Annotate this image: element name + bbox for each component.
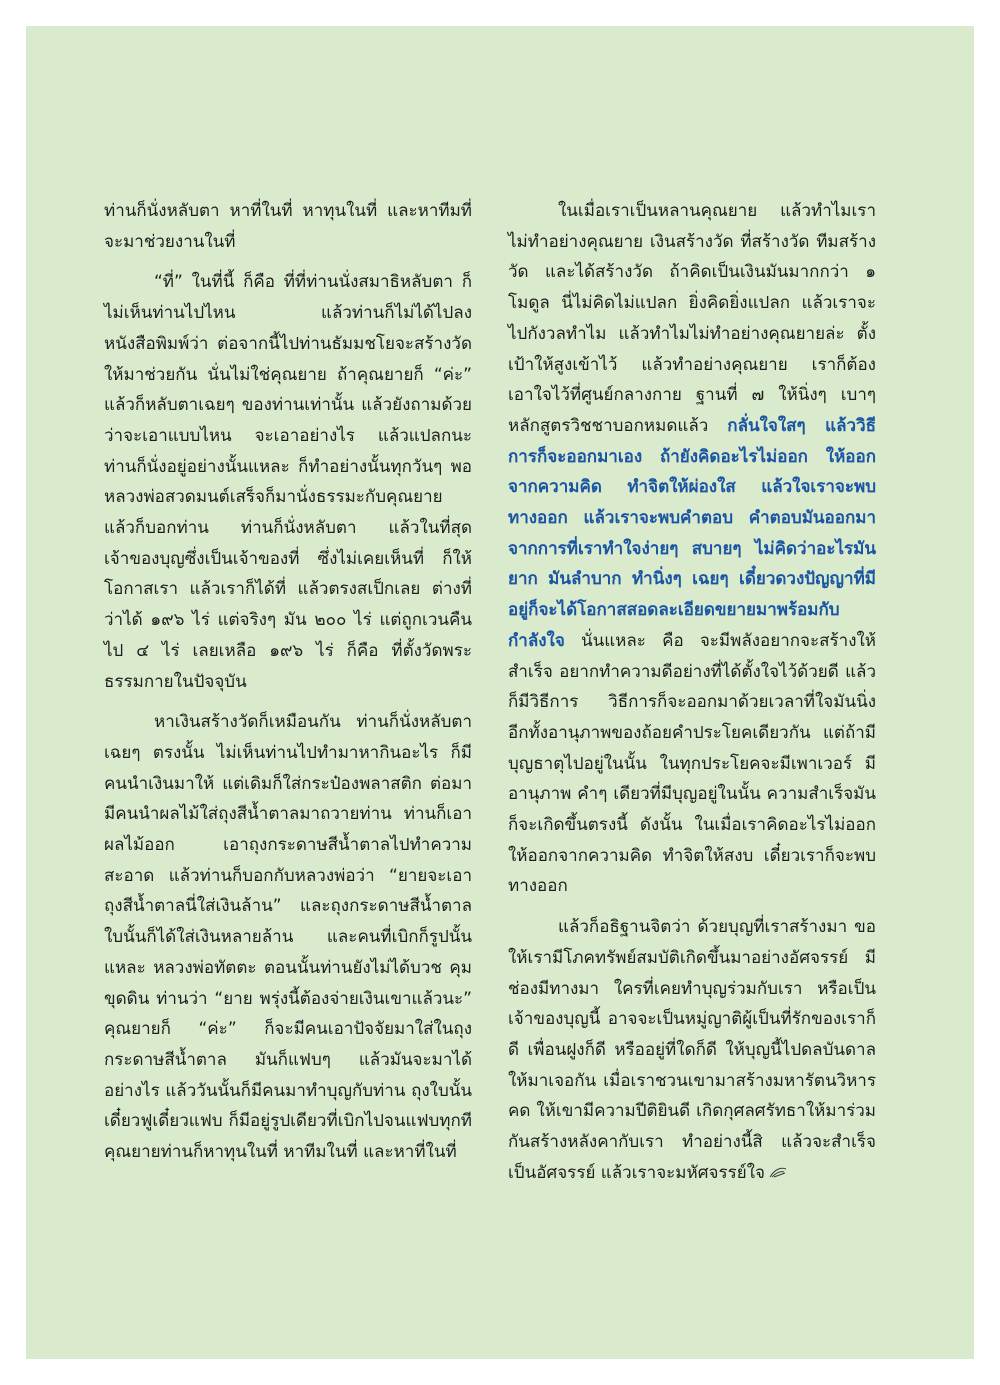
- left-column: [104, 196, 472, 1168]
- left-paragraph-1: ท่านก็นั่งหลับตา หาที่ในที่ หาทุนในที่ และหาทีมที่จะมาช่วยงานในที่: [104, 201, 472, 252]
- left-paragraph-3: หาเงินสร้างวัดก็เหมือนกัน ท่านก็นั่งหลับตาเฉยๆ ตรงนั้น ไม่เห็นท่านไปทำมาหากินอะไร ก็มีคนนำเงินมาให้ แต่เดิมก็ใส่กระป๋องพลาสติก ต่อมามีคนนำผลไม้ใส่ถุงสีน้ำตาลมาถวายท่าน ท่านก็เอาผลไม้ออก เอาถุงกระดาษสีน้ำตาลไปทำความสะอาด แล้วท่านก็บอกกับหลวงพ่อว่า “ยายจะเอาถุงสีน้ำตาลนี่ใส่เงินล้าน” และถุงกระดาษสีน้ำตาลใบนั้นก็ได้ใส่เงินหลายล้าน และคนที่เบิกก็รูปนั้นแหละ หลวงพ่อทัตตะ ตอนนั้นท่านยังไม่ได้บวช คุมขุดดิน ท่านว่า “ยาย พรุ่งนี้ต้องจ่ายเงินเขาแล้วนะ” คุณยายก็ “ค่ะ” ก็จะมีคนเอาปัจจัยมาใส่ในถุงกระดาษสีน้ำตาล มันก็แฟบๆ แล้วมันจะมาได้อย่างไร แล้ววันนั้นก็มีคนมาทำบุญกับท่าน ถุงใบนั้นเดี๋ยวฟูเดี๋ยวแฟบ ก็มีอยู่รูปเดียวที่เบิกไปจนแฟบทุกที คุณยายท่านก็หาทุนในที่ หาทีมในที่ และหาที่ในที่: [104, 712, 472, 1163]
- highlighted-text: กลั่นใจใสๆ แล้ววิธีการก็จะออกมาเอง ถ้ายังคิดอะไรไม่ออก ให้ออกจากความคิด ทำจิตให้ผ่องใส แล้วใจเราจะพบทางออก แล้วเราจะพบคำตอบ คำตอบมันออกมาจากการที่เราทำใจง่ายๆ สบายๆ ไม่คิดว่าอะไรมันยาก มันลำบาก ทำนิ่งๆ เฉยๆ เดี๋ยวดวงปัญญาที่มีอยู่ก็จะได้โอกาสสอดละเอียดขยายมาพร้อมกับกำลังใจ: [508, 415, 876, 651]
- right-column: [508, 196, 876, 1189]
- right-paragraph-2-text: แล้วก็อธิฐานจิตว่า ด้วยบุญที่เราสร้างมา ขอให้เรามีโภคทรัพย์สมบัติเกิดขึ้นมาอย่างอัศจรรย์ มีช่องมีทางมา ใครที่เคยทำบุญร่วมกับเรา หรือเป็นเจ้าของบุญนี้ อาจจะเป็นหมู่ญาติผู้เป็นที่รักของเราก็ดี เพื่อนฝูงก็ดี หรืออยู่ที่ใดก็ดี ให้บุญนี้ไปดลบันดาลให้มาเจอกัน เมื่อเราชวนเขามาสร้างมหารัตนวิหารคด ให้เขามีความปีติยินดี เกิดกุศลศรัทธาให้มาร่วมกันสร้างหลังคากับเรา ทำอย่างนี้สิ แล้วจะสำเร็จเป็นอัศจรรย์ แล้วเราจะมหัศจรรย์ใจ: [508, 917, 876, 1183]
- right-paragraph-2: [508, 912, 876, 1188]
- right-paragraph-1: [508, 196, 876, 902]
- end-mark-icon: [769, 1167, 787, 1179]
- right-paragraph-1-text-a: ในเมื่อเราเป็นหลานคุณยาย แล้วทำไมเราไม่ทำอย่างคุณยาย เงินสร้างวัด ที่สร้างวัด ทีมสร้างวัด และได้สร้างวัด ถ้าคิดเป็นเงินมันมากกว่า ๑ โมดูล นี่ไม่คิดไม่แปลก ยิ่งคิดยิ่งแปลก แล้วเราจะไปกังวลทำไม แล้วทำไมไม่ทำอย่างคุณยายล่ะ ตั้งเป้าให้สูงเข้าไว้ แล้วทำอย่างคุณยาย เราก็ต้องเอาใจไว้ที่ศูนย์กลางกาย ฐานที่ ๗ ให้นิ่งๆ เบาๆ หลักสูตรวิชชาบอกหมดแล้ว: [508, 201, 876, 436]
- right-paragraph-1-text-b: นั่นแหละ คือ จะมีพลังอยากจะสร้างให้สำเร็จ อยากทำความดีอย่างที่ได้ตั้งใจไว้ด้วยดี แล้วก็มีวิธีการ วิธีการก็จะออกมาด้วยเวลาที่ใจมันนิ่ง อีกทั้งอานุภาพของถ้อยคำประโยคเดียวกัน แต่ถ้ามีบุญธาตุไปอยู่ในนั้น ในทุกประโยคจะมีเพาเวอร์ มีอานุภาพ คำๆ เดียวที่มีบุญอยู่ในนั้น ความสำเร็จมันก็จะเกิดขึ้นตรงนี้ ดังนั้น ในเมื่อเราคิดอะไรไม่ออก ให้ออกจากความคิด ทำจิตให้สงบ เดี๋ยวเราก็จะพบทางออก: [508, 630, 877, 897]
- left-paragraph-2: “ที่” ในที่นี้ ก็คือ ที่ที่ท่านนั่งสมาธิหลับตา ก็ไม่เห็นท่านไปไหน แล้วท่านก็ไม่ได้ไปลงหนังสือพิมพ์ว่า ต่อจากนี้ไปท่านธัมมชโยจะสร้างวัด ให้มาช่วยกัน นั่นไม่ใช่คุณยาย ถ้าคุณยายก็ “ค่ะ” แล้วก็หลับตาเฉยๆ ของท่านเท่านั้น แล้วยังถามด้วยว่าจะเอาแบบไหน จะเอาอย่างไร แล้วแปลกนะ ท่านก็นั่งอยู่อย่างนั้นแหละ ก็ทำอย่างนั้นทุกวันๆ พอหลวงพ่อสวดมนต์เสร็จก็มานั่งธรรมะกับคุณยาย แล้วก็บอกท่าน ท่านก็นั่งหลับตา แล้วในที่สุดเจ้าของบุญซึ่งเป็นเจ้าของที่ ซึ่งไม่เคยเห็นที่ ก็ให้โอกาสเรา แล้วเราก็ได้ที่ แล้วตรงสเป็กเลย ต่างที่ว่าได้ ๑๙๖ ไร่ แต่จริงๆ มัน ๒๐๐ ไร่ แต่ถูกเวนคืนไป ๔ ไร่ เลยเหลือ ๑๙๖ ไร่ ก็คือ ที่ตั้งวัดพระธรรมกายในปัจจุบัน: [104, 272, 472, 692]
